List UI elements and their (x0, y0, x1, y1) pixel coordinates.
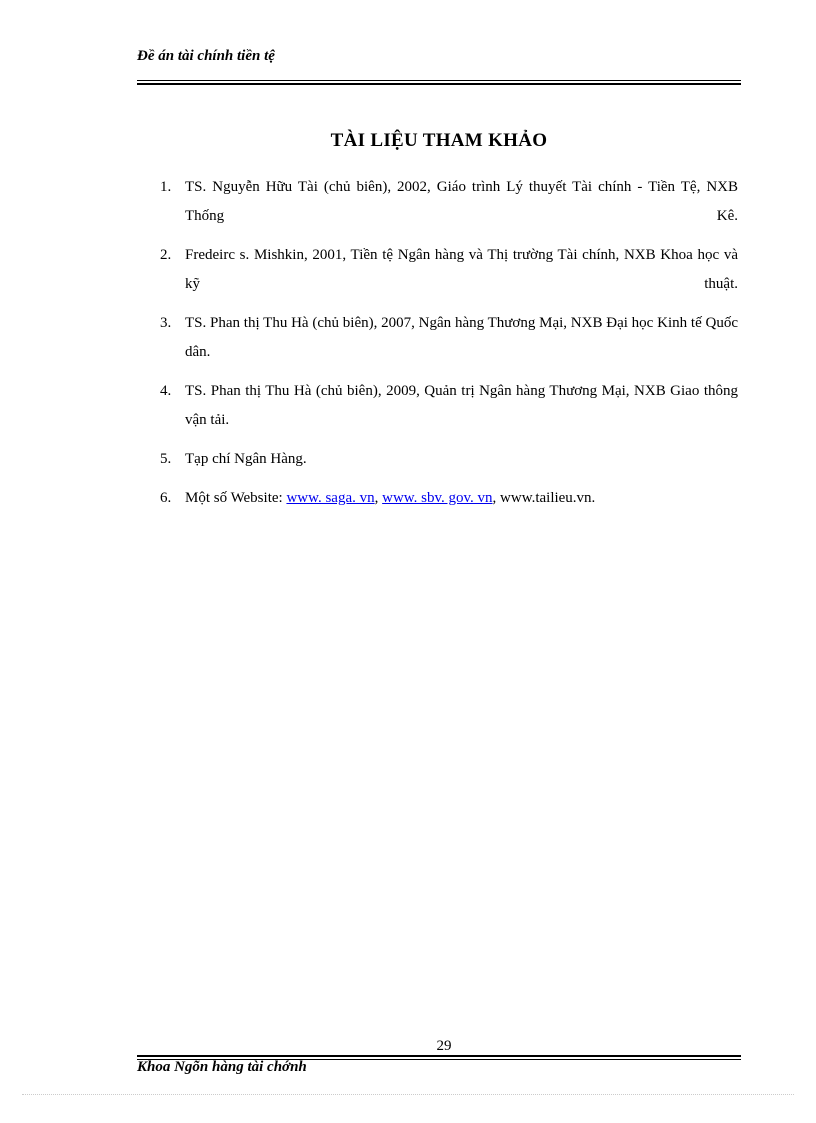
reference-number: 5. (160, 451, 172, 467)
reference-text: TS. Phan thị Thu Hà (chủ biên), 2007, Ngân hàng Thương Mại, NXB Đại học Kinh tế Quốc dân. (185, 315, 738, 360)
reference-text: TS. Nguyễn Hữu Tài (chủ biên), 2002, Giáo trình Lý thuyết Tài chính - Tiền Tệ, NXB Thống Kê. (185, 179, 738, 224)
reference-item (152, 445, 738, 474)
separator: , (374, 490, 383, 506)
page-edge-divider (22, 1094, 794, 1095)
reference-number: 6. (160, 490, 172, 506)
reference-item (152, 173, 738, 231)
reference-text (185, 484, 738, 513)
reference-number: 1. (160, 179, 172, 195)
websites-prefix: Một số Website: (185, 490, 287, 506)
header-rule (137, 80, 741, 85)
reference-item-websites (152, 484, 738, 513)
footer-title: Khoa Ngõn hàng tài chớnh (137, 1059, 307, 1075)
tailieu-website: www.tailieu.vn. (500, 490, 596, 506)
separator: , (492, 490, 501, 506)
reference-number: 4. (160, 383, 172, 399)
reference-number: 2. (160, 247, 172, 263)
reference-number: 3. (160, 315, 172, 331)
reference-text: Fredeirc s. Mishkin, 2001, Tiền tệ Ngân hàng và Thị trường Tài chính, NXB Khoa học và kỹ thuật. (185, 247, 738, 292)
saga-link[interactable]: www. saga. vn (286, 490, 375, 506)
page-number: 29 (436, 1038, 452, 1054)
page-title: TÀI LIỆU THAM KHẢO (330, 130, 548, 151)
sbv-link[interactable]: www. sbv. gov. vn (382, 490, 493, 506)
reference-item (152, 241, 738, 299)
reference-item (152, 377, 738, 435)
header-title: Đề án tài chính tiền tệ (137, 48, 275, 64)
reference-text: TS. Phan thị Thu Hà (chủ biên), 2009, Quản trị Ngân hàng Thương Mại, NXB Giao thông vận tải. (185, 383, 738, 428)
reference-text: Tạp chí Ngân Hàng. (185, 451, 307, 467)
reference-item (152, 309, 738, 367)
reference-list (152, 173, 738, 523)
